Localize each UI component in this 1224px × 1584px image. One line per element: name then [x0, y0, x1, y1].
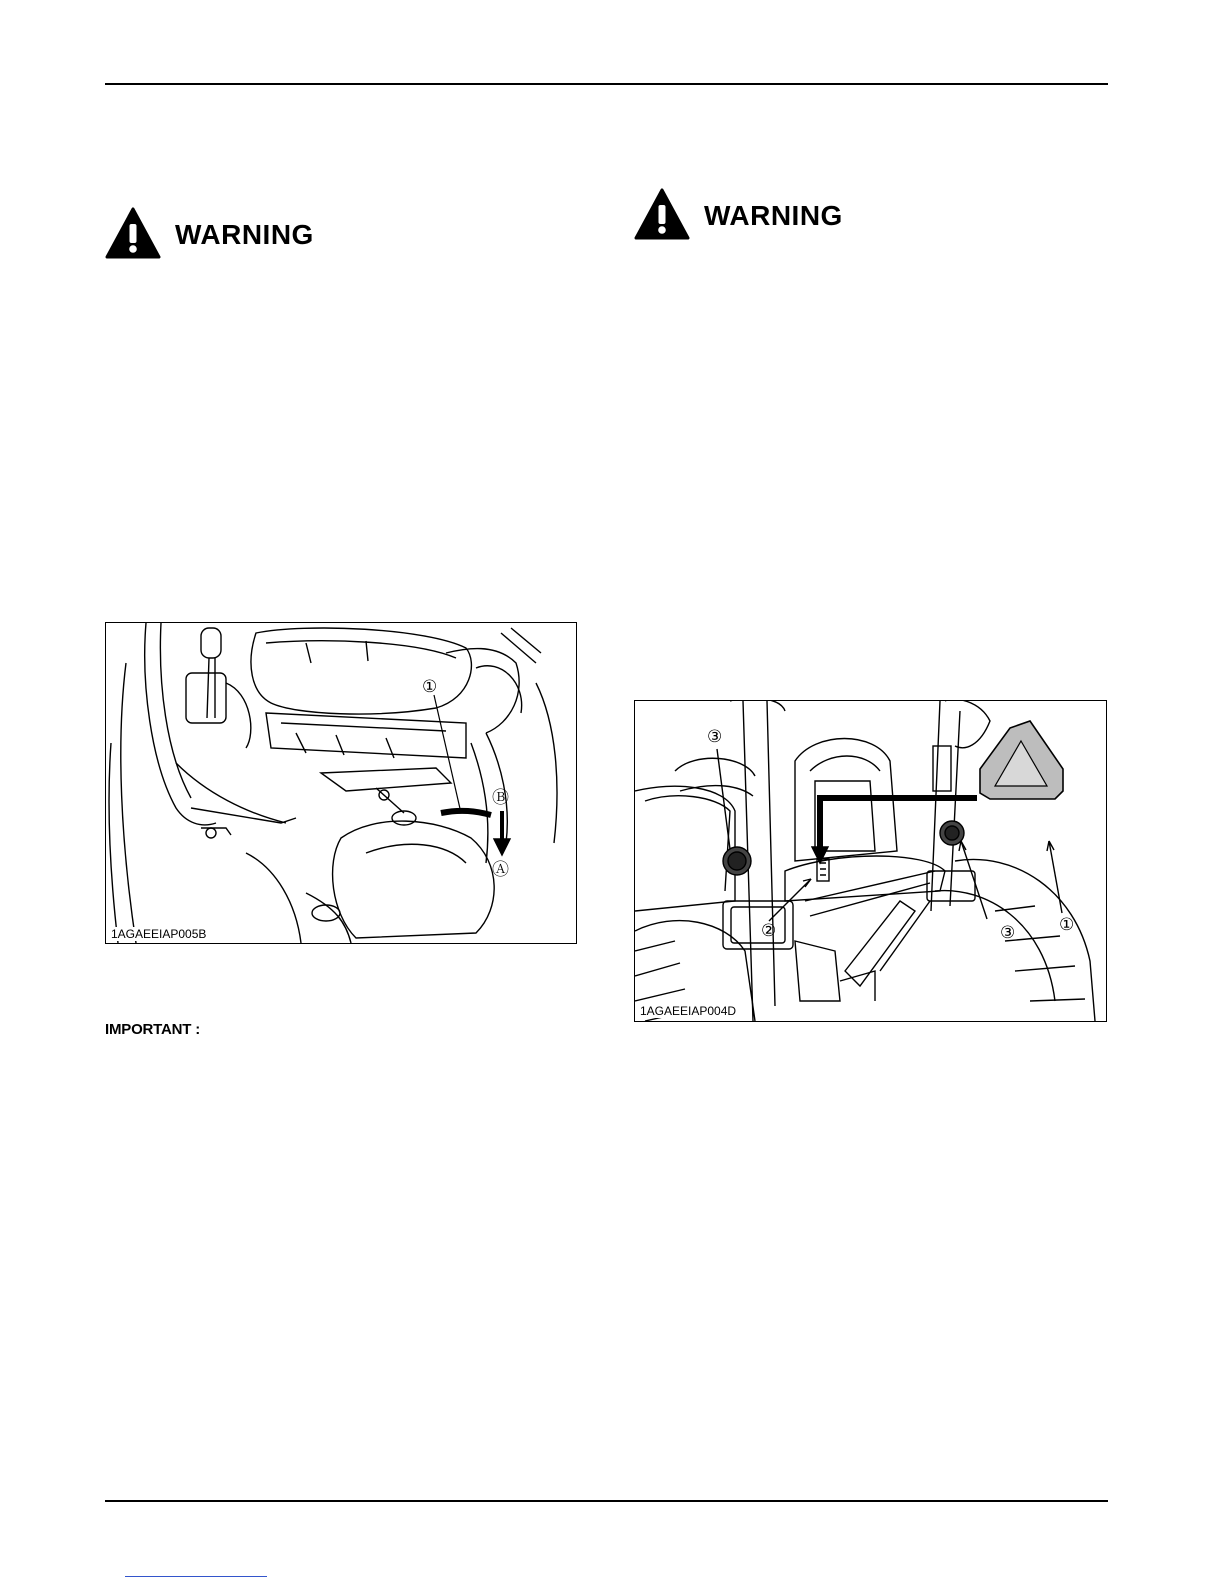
- figure-smv-emblem-illustration: [634, 700, 1107, 1022]
- figure-code: 1AGAEEIAP004D: [640, 1004, 737, 1018]
- warning-label: WARNING: [704, 200, 843, 231]
- callout-bracket: ②: [761, 921, 777, 940]
- callout-lever: ①: [422, 677, 438, 696]
- warning-label: WARNING: [175, 219, 314, 250]
- callout-reflector-right: ③: [1000, 923, 1016, 942]
- warning-triangle-icon: [634, 188, 690, 240]
- callout-smv-emblem: ①: [1059, 915, 1075, 934]
- callout-position-a: Ⓐ: [492, 860, 509, 879]
- header-rule: [105, 83, 1108, 85]
- tractor-seat-lever-drawing: [106, 623, 576, 943]
- figure-code: 1AGAEEIAP005B: [111, 927, 207, 941]
- footer-rule: [105, 1500, 1108, 1502]
- important-label: IMPORTANT :: [105, 1021, 201, 1038]
- warning-heading-left: [105, 207, 314, 259]
- footer-link-underline[interactable]: [125, 1576, 267, 1577]
- tractor-rear-smv-drawing: [635, 701, 1106, 1021]
- figure-lever-illustration: [105, 622, 577, 944]
- warning-triangle-icon: [105, 207, 161, 259]
- callout-reflector-left: ③: [707, 727, 723, 746]
- warning-heading-right: [634, 188, 843, 240]
- callout-position-b: Ⓑ: [492, 788, 509, 807]
